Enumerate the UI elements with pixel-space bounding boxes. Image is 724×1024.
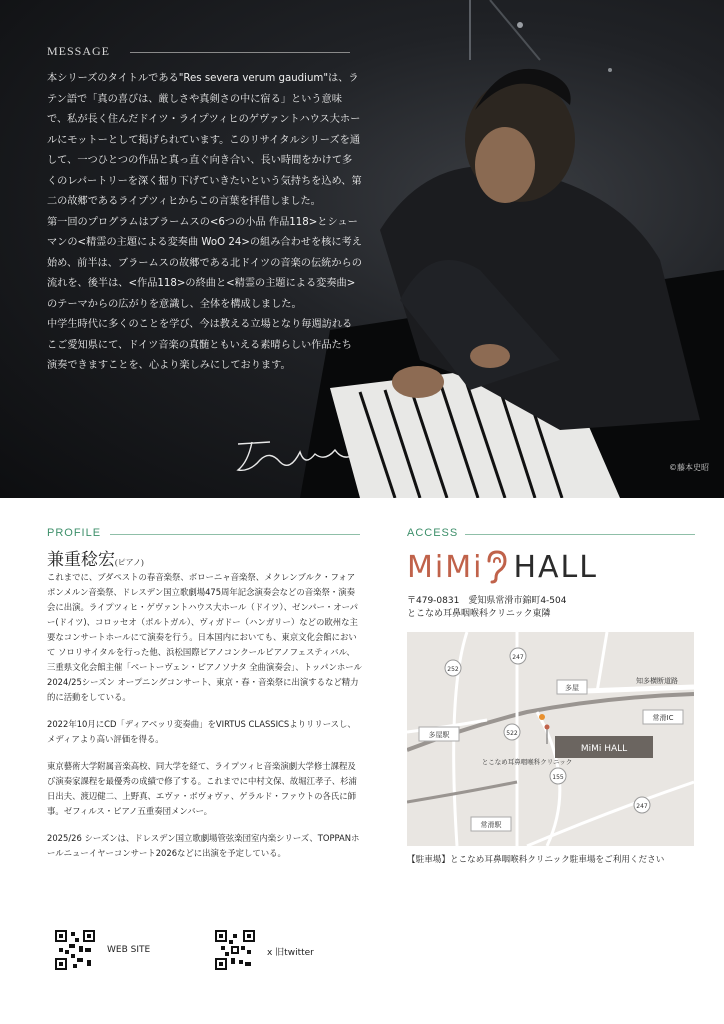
map-label-tokoname-eki: 常滑駅 [480, 821, 502, 829]
message-panel [0, 0, 724, 498]
map-label-tokoname-ic: 常滑IC [652, 714, 674, 722]
map-label-hall: MiMi HALL [580, 744, 628, 754]
twitter-link-label[interactable]: x 旧twitter [267, 948, 314, 958]
profile-paragraph: 東京藝術大学附属音楽高校、同大学を経て、ライプツィヒ音楽演劇大学修士課程及び演奏家課程を最優秀の成績で修了する。これまでに中村文保、故堀江孝子、杉浦日出夫、渡辺健二、上野真、エヴァ・ボヴォヴァ、ゲラルド・ファウトの各氏に師事。ゼフィルス・ピアノ五重奏団メンバー。 [47, 761, 357, 816]
profile-paragraph: 2025/26 シーズンは、ドレスデン国立歌劇場管弦楽団室内楽シリーズ、TOPPANホールニューイヤーコンサート2026などに出演を予定している。 [47, 833, 360, 858]
map-label-clinic: とこなめ耳鼻咽喉科クリニック [481, 758, 573, 766]
map-label-route522: 522 [506, 730, 518, 737]
postal-address: 〒479-0831 愛知県常滑市錦町4-504 [407, 596, 567, 606]
map-graphic [407, 632, 694, 846]
map-label-route247: 247 [512, 654, 524, 661]
profile-heading: PROFILE [47, 527, 102, 539]
map-label-chita-road: 知多横断道路 [636, 677, 678, 685]
profile-paragraph: これまでに、ブダペストの春音楽祭、ボローニャ音楽祭、メクレンブルク・フォアポンメルン音楽祭、ドレスデン国立歌劇場475周年記念演奏会などの音楽祭・演奏会に出演。ライプツィヒ・ゲヴァントハウス大ホール（ドイツ）、ゼンパー・オーパー(ドイツ)、コロッセオ（ポルトガル）、ヴィガドー（ハンガリー）などの欧州な主要なコンサートホールにて演奏を行う。日本国内においても、東京文化会館において ソロリサイタルを行った他、浜松国際ピアノコンクールピアノフェスティバル、三重県文化会館主催「ベートーヴェン・ピアノソナタ 全曲演奏会」、トッパンホール2024/25シーズン オープニングコンサート、東京・春・音楽祭に出演するなど精力的に活動をしている。 [47, 572, 362, 702]
message-heading: MESSAGE [47, 44, 111, 58]
profile-body [47, 570, 362, 873]
map-label-taya: 多屋 [565, 684, 579, 692]
address-block [407, 595, 566, 621]
artist-name-text: 兼重稔宏 [47, 550, 115, 569]
map-label-route247b: 247 [636, 803, 648, 810]
ear-icon [483, 549, 509, 585]
profile-rule [110, 534, 360, 535]
website-link-label[interactable]: WEB SITE [107, 945, 151, 955]
logo-mimi-text: MiMi [407, 549, 484, 585]
artist-role: (ピアノ) [115, 558, 144, 567]
message-rule [130, 52, 350, 53]
access-map[interactable] [407, 632, 694, 846]
message-paragraph: 中学生時代に多くのことを学び、今は教える立場となり毎週訪れるこご愛知県にて、ドイツ音楽の真髄ともいえる素晴らしい作品たち演奏できますことを、心より楽しみにしております。 [47, 319, 353, 371]
profile-paragraph: 2022年10月にCD「ディアベッリ変奏曲」をVIRTUS CLASSICSよりリリースし、メディアより高い評価を得る。 [47, 719, 356, 744]
map-label-route252: 252 [447, 666, 459, 673]
artist-name [47, 545, 144, 570]
qr-code-icon[interactable] [55, 930, 95, 970]
photo-credit: ©藤本史昭 [669, 463, 709, 472]
map-label-tayaeki: 多屋駅 [428, 731, 450, 739]
logo-hall-text: HALL [513, 549, 598, 585]
message-paragraph: 第一回のプログラムはブラームスの<6つの小品 作品118>とシューマンの<精霊の主題による変奏曲 WoO 24>の組み合わせを核に考え始め、前半は、ブラームスの故郷である北ドイツの音楽の伝統からの流れを、後半は、<作品118>の終曲と<精霊の主題による変奏曲>のテーマからの広がりを意識し、全体を構成しました。 [47, 216, 362, 310]
message-paragraph: 本シリーズのタイトルである"Res severa verum gaudium"は、ラテン語で「真の喜びは、厳しさや真剣さの中に宿る」という意味で、私が長く住んだドイツ・ライプツィヒのゲヴァントハウス大ホールにモットーとして掲げられています。このリサイタルシリーズを通して、一つひとつの作品と真っ直ぐ向き合い、長い時間をかけて多くのレパートリーを深く掘り下げていきたいという気持ちを込め、第二の故郷であるライプツィヒからこの言葉を拝借しました。 [47, 73, 362, 207]
clinic-note: とこなめ耳鼻咽喉科クリニック東隣 [407, 609, 551, 619]
access-heading: ACCESS [407, 527, 459, 539]
message-body [47, 69, 362, 377]
mimi-hall-logo [407, 547, 598, 587]
map-label-route155: 155 [552, 774, 564, 781]
access-rule [465, 534, 695, 535]
signature-image [230, 432, 360, 482]
qr-code-x-icon[interactable] [215, 930, 255, 970]
parking-note: 【駐車場】とこなめ耳鼻咽喉科クリニック駐車場をご利用ください [407, 855, 665, 865]
